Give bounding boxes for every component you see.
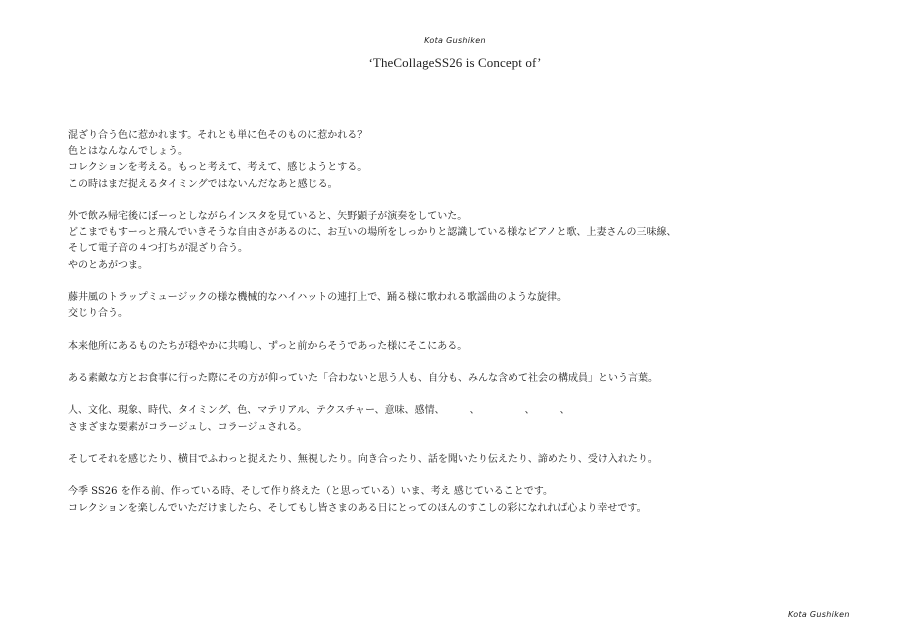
text-line: コレクションを考える。もっと考えて、考えて、感じようとする。 — [68, 162, 368, 174]
text-line: そしてそれを感じたり、横目でふわっと捉えたり、無視したり。向き合ったり、話を聞いたり伝えたり、諦めたり、受け入れたり。 — [68, 453, 658, 465]
paragraph — [68, 209, 868, 274]
text-line: この時はまだ捉えるタイミングではないんだなあと感じる。 — [68, 178, 338, 190]
paragraph — [68, 128, 868, 193]
text-line: 人、文化、現象、時代、タイミング、色、マテリアル、テクスチャー、意味、感情、 、 、 、 — [68, 405, 570, 417]
document-title: ‘TheCollageSS26 is Concept of’ — [368, 55, 542, 70]
text-line: やのとあがつま。 — [68, 259, 148, 271]
text-line: さまざまな要素がコラージュし、コラージュされる。 — [68, 421, 308, 433]
document-body — [68, 128, 868, 533]
header-signature: Kota Gushiken — [424, 36, 486, 45]
text-line: コレクションを楽しんでいただけましたら、そしてもし皆さまのある日にとってのほんのすこしの彩になれれば心より幸せです。 — [68, 502, 647, 514]
text-line: 色とはなんなんでしょう。 — [68, 146, 188, 158]
text-line: 今季 SS26 を作る前、作っている時、そして作り終えた（と思っている）いま、考え 感じていることです。 — [68, 486, 553, 498]
text-line: 藤井風のトラップミュージックの様な機械的なハイハットの連打上で、踊る様に歌われる歌謡曲のような旋律。 — [68, 292, 567, 303]
paragraph — [68, 339, 868, 355]
text-line: 交じり合う。 — [68, 308, 128, 320]
text-line: 本来他所にあるものたちが穏やかに共鳴し、ずっと前からそうであった様にそこにある。 — [68, 340, 468, 352]
text-line: 混ざり合う色に惹かれます。それとも単に色そのものに惹かれる？ — [68, 130, 368, 141]
footer-signature: Kota Gushiken — [788, 610, 850, 619]
paragraph — [68, 452, 868, 468]
paragraph — [68, 371, 868, 387]
text-line: ある素敵な方とお食事に行った際にその方が仰っていた「合わないと思う人も、自分も、みんな含めて社会の構成員」という言葉。 — [68, 372, 658, 384]
text-line: どこまでもすーっと飛んでいきそうな自由さがあるのに、お互いの場所をしっかりと認識している様なピアノと歌、上妻さんの三味線、 — [68, 227, 677, 239]
text-line: そして電子音の４つ打ちが混ざり合う。 — [68, 243, 248, 255]
paragraph — [68, 290, 868, 322]
paragraph — [68, 403, 868, 435]
paragraph — [68, 484, 868, 516]
text-line: 外で飲み帰宅後にぼーっとしながらインスタを見ていると、矢野顕子が演奏をしていた。 — [68, 211, 468, 222]
